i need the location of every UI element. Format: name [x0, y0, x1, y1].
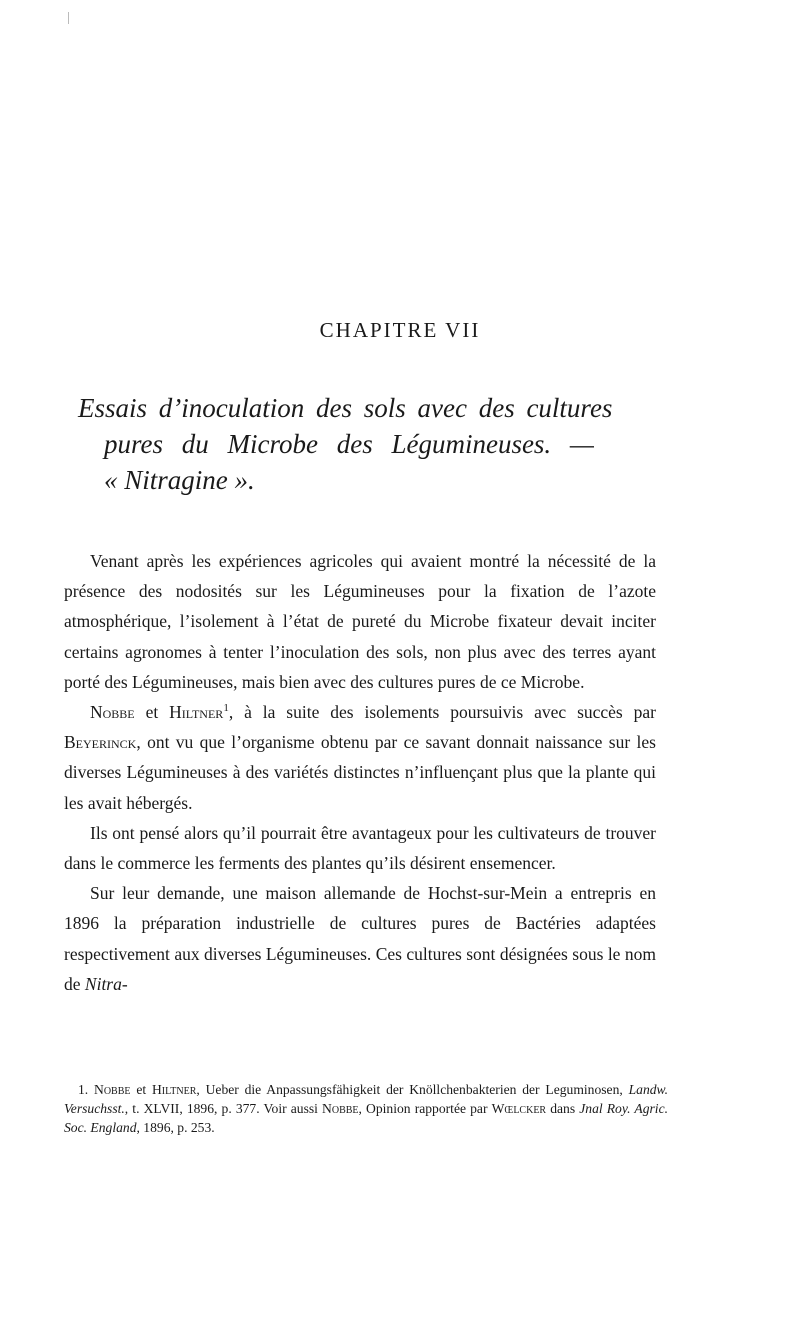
footnote-journal-2: Jnal Roy. Agric. Soc. England [64, 1101, 668, 1136]
footnote-text-3: dans [546, 1101, 580, 1117]
footnote-ref-2: , 1896, p. 253. [136, 1120, 215, 1136]
chapter-title [78, 390, 678, 498]
footnote-author-hiltner: Hiltner [151, 1082, 197, 1097]
paragraph-2 [64, 697, 656, 818]
chapter-title-line-2: pures du Microbe des Légumineuses. — [104, 429, 594, 459]
paragraph-1: Venant après les expériences agricoles qui avaient montré la nécessité de la présence des nodosités sur les Légumineuses pour la fixation de l’azote atmosphérique, l’isolement à l’état de pureté du Microbe fixateur devait inciter certains agronomes à tenter l’inoculation des sols, non plus avec des terres ayant porté des Légumineuses, mais bien avec des cultures pures de ce Microbe. [64, 551, 656, 692]
footnote-text-2: , Opinion rapportée par [358, 1101, 492, 1117]
paragraph-3: Ils ont pensé alors qu’il pourrait être avantageux pour les cultivateurs de trouver dans le commerce les ferments des plantes qu’ils désirent ensemencer. [64, 822, 656, 874]
paragraph-4-text: Sur leur demande, une maison allemande de Hochst-sur-Mein a entrepris en 1896 la préparation industrielle de cultures pures de Bactéries adaptées respectivement aux diverses Légumineuses. Ces cultures sont désignées sous le nom de [64, 883, 656, 994]
author-hiltner: Hiltner [169, 702, 224, 723]
footnote-author-nobbe-2: Nobbe [322, 1101, 359, 1117]
body-text [64, 546, 656, 999]
scan-mark [68, 12, 69, 24]
chapter-heading: CHAPITRE VII [319, 318, 481, 342]
chapter-title-line-3: « Nitragine ». [104, 465, 255, 495]
chapter-title-line-1: Essais d’inoculation des sols avec des cultures [78, 393, 613, 423]
footnote-conjunction: et [130, 1082, 152, 1097]
footnote-ref-1: , t. XLVII, 1896, p. 377. Voir aussi [124, 1101, 323, 1117]
footnote [64, 1080, 668, 1138]
footnote-title: , Ueber die Anpassungsfähigkeit der Knöllchenbakterien der Leguminosen, [196, 1082, 629, 1097]
paragraph-2-text-a: , à la suite des isolements poursuivis avec succès par [228, 702, 656, 723]
paragraph-2-text-b: , ont vu que l’organisme obtenu par ce savant donnait naissance sur les diverses Légumineuses à des variétés distinctes n’influençant plus que la plante qui les avait hébergés. [64, 732, 656, 813]
footnote-number: 1. [78, 1082, 89, 1097]
footnote-reference[interactable]: 1 [223, 702, 229, 715]
footnote-author-woelcker: Wœlcker [491, 1101, 547, 1117]
conjunction: et [134, 702, 170, 723]
paragraph-4-tail: Nitra- [84, 973, 128, 994]
footnote-author-nobbe: Nobbe [94, 1082, 131, 1097]
footnote-journal-1: Landw. Versuchsst. [64, 1082, 669, 1117]
author-nobbe: Nobbe [90, 702, 135, 723]
author-beyerinck: Beyerinck [64, 732, 137, 753]
paragraph-4 [64, 878, 656, 999]
